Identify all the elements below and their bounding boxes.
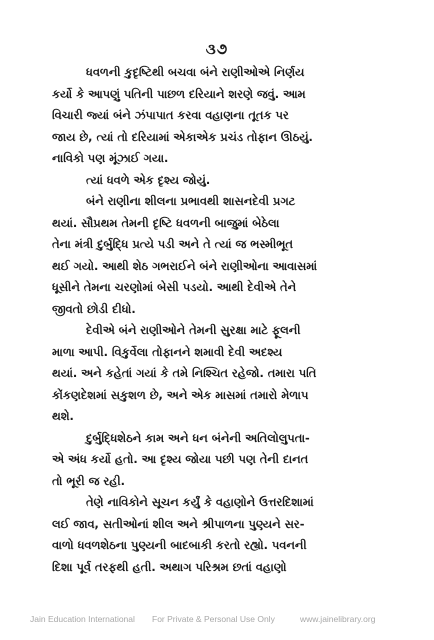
text-line: ધૂસીને તેમના ચરણોમાં બેસી પડયો. આથી દેવીએ તેને	[52, 280, 297, 294]
text-line: લઈ જાવ, સતીઓનાં શીલ અને શ્રીપાળના પુણ્યને સર-	[52, 516, 305, 531]
text-line: થયાં. અને કહેતાં ગયાં કે તમે નિશ્ચિત રહેજો. તમારા પતિ	[52, 366, 317, 380]
text-line: થશે.	[52, 409, 74, 423]
text-line: દુર્બુદ્ધિશેઠને કામ અને ધન બંનેની અતિલોલુપતા-	[86, 430, 310, 445]
text-line: ધવળની કુદૃષ્ટિથી બચવા બંને રાણીઓએ નિર્ણય	[86, 65, 305, 79]
text-line: કોંકણદેશમાં સકુશળ છે, અને એક માસમાં તમારો મેળાપ	[52, 387, 309, 402]
text-line: નાવિકો પણ મૂંઝાઈ ગયા.	[52, 151, 169, 165]
text-line: તેણે નાવિકોને સૂચન કર્યું કે વહાણોને ઉત્તરદિશામાં	[86, 495, 314, 509]
text-line: વાળો ધવળશેઠના પુણ્યની બાદબાકી કરતો રહ્યો. પવનની	[52, 538, 307, 552]
text-line: માળા આપી. વિકુર્વેલા તોફાનને શમાવી દેવી અદશ્ય	[52, 344, 283, 359]
page-number: ૩૭	[205, 40, 229, 58]
text-line: તેના મંત્રી દુર્બુદ્ધિ પ્રત્યે પડી અને તે ત્યાં જ ભસ્મીભૂત	[52, 237, 293, 251]
text-line: એ અંધ કર્યો હતો. આ દૃશ્ય જોયા પછી પણ તેની દાનત	[52, 452, 309, 466]
text-line: દિશા પૂર્વ તરફથી હતી. અથાગ પરિશ્રમ છતાં વહાણો	[52, 559, 287, 574]
footer-publisher: Jain Education International	[30, 614, 135, 624]
text-line: બંને રાણીના શીલના પ્રભાવથી શાસનદેવી પ્રગટ	[86, 194, 296, 208]
text-line: થઈ ગયો. આથી શેઠ ગભરાઈને બંને રાણીઓના આવાસમાં	[52, 258, 318, 273]
page-body-text	[52, 62, 402, 578]
text-line: દેવીએ બંને રાણીઓને તેમની સુરક્ષા માટે ફૂલની	[86, 323, 301, 337]
text-line: તો ભૂરી જ રહી.	[52, 473, 125, 488]
text-line: વિચારી જ્યાં બંને ઝંપાપાત કરવા વહાણના તૂતક પર	[52, 108, 289, 122]
text-line: જીવતો છોડી દીધો.	[52, 301, 136, 316]
text-line: જાય છે, ત્યાં તો દરિયામાં એકાએક પ્રચંડ તોફાન ઊઠયું.	[52, 129, 313, 144]
text-line: ત્યાં ધવળે એક દૃશ્ય જોયું.	[86, 172, 211, 187]
footer-website-link[interactable]: www.jainelibrary.org	[300, 614, 376, 624]
text-line: કર્યો કે આપણું પતિની પાછળ દરિયાને શરણે જવું. આમ	[52, 86, 306, 101]
text-line: થયાં. સૌપ્રથમ તેમની દૃષ્ટિ ધવળની બાજુમાં બેઠેલા	[52, 215, 280, 230]
footer-usage-note: For Private & Personal Use Only	[152, 614, 275, 624]
